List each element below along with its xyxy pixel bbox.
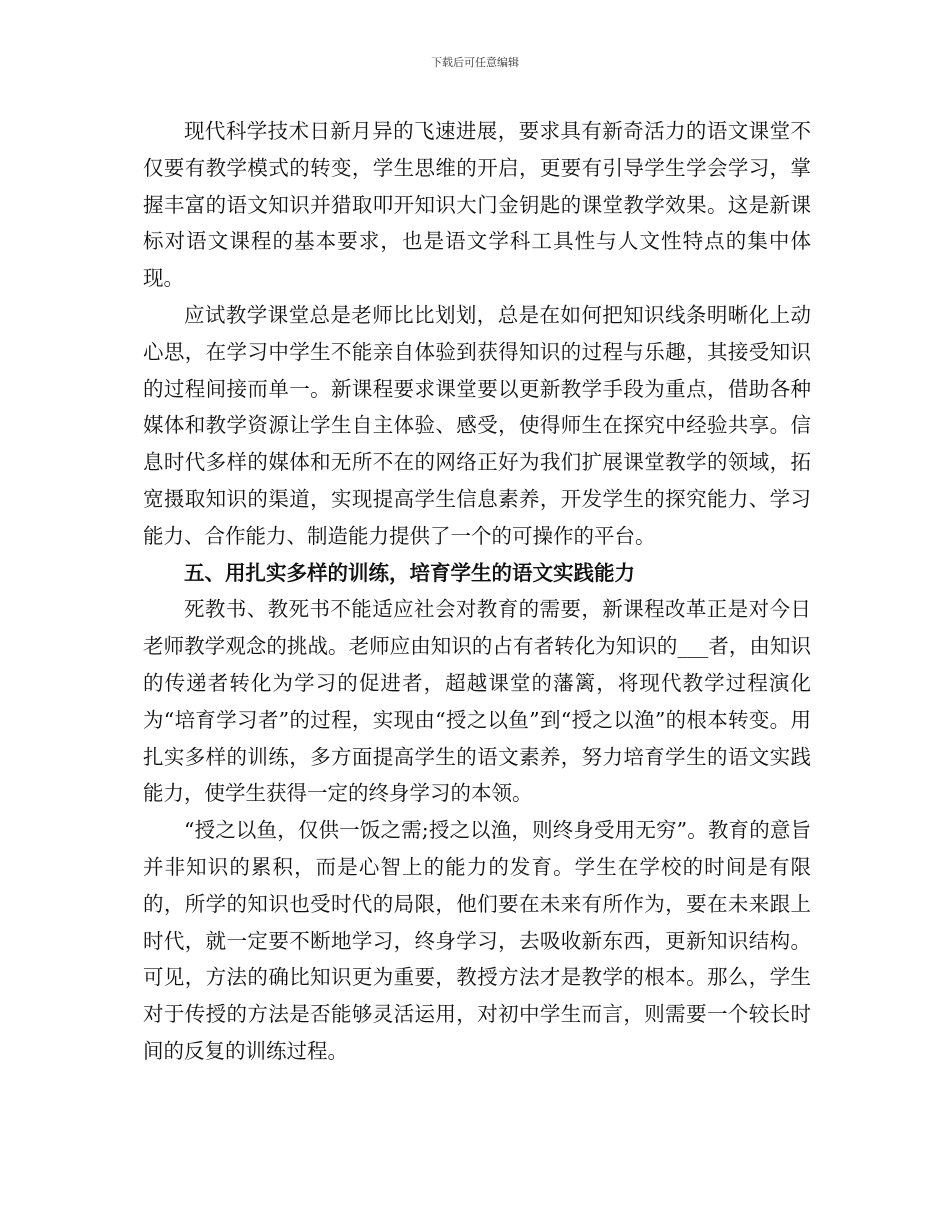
paragraph-teaching-reform: 死教书、教死书不能适应社会对教育的需要，新课程改革正是对今日老师教学观念的挑战。老师应由知识的占有者转化为知识的___者，由知识的传递者转化为学习的促进者，超越课堂的藩篱，将现代教学过程演化为“培育学习者”的过程，实现由“授之以鱼”到“授之以渔”的根本转变。用扎实多样的训练，多方面提高学生的语文素养，努力培育学生的语文实践能力，使学生获得一定的终身学习的本领。 bbox=[143, 597, 811, 806]
paragraph-modern-science: 现代科学技术日新月异的飞速进展，要求具有新奇活力的语文课堂不仅要有教学模式的转变，学生思维的开启，更要有引导学生学会学习，掌握丰富的语文知识并猎取叩开知识大门金钥匙的课堂教学效果。这是新课标对语文课程的基本要求，也是语文学科工具性与人文性特点的集中体现。 bbox=[143, 119, 811, 291]
page-header: 下载后可任意编辑 bbox=[431, 56, 519, 69]
paragraph-exam-teaching: 应试教学课堂总是老师比比划划，总是在如何把知识线条明晰化上动心思，在学习中学生不能亲自体验到获得知识的过程与乐趣，其接受知识的过程间接而单一。新课程要求课堂要以更新教学手段为重点，借助各种媒体和教学资源让学生自主体验、感受，使得师生在探究中经验共享。信息时代多样的媒体和无所不在的网络正好为我们扩展课堂教学的领域，拓宽摄取知识的渠道，实现提高学生信息素养，开发学生的探究能力、学习能力、合作能力、制造能力提供了一个的可操作的平台。 bbox=[143, 302, 811, 548]
section-heading: 五、用扎实多样的训练，培育学生的语文实践能力 bbox=[184, 560, 635, 585]
paragraph-teach-to-fish: “授之以鱼，仅供一饭之需;授之以渔，则终身受用无穷”。教育的意旨并非知识的累积，而是心智上的能力的发育。学生在学校的时间是有限的，所学的知识也受时代的局限，他们要在未来有所作为，要在未来跟上时代，就一定要不断地学习，终身学习，去吸收新东西，更新知识结构。可见，方法的确比知识更为重要，教授方法才是教学的根本。那么，学生对于传授的方法是否能够灵活运用，对初中学生而言，则需要一个较长时间的反复的训练过程。 bbox=[143, 818, 811, 1063]
document-body bbox=[143, 113, 811, 1070]
